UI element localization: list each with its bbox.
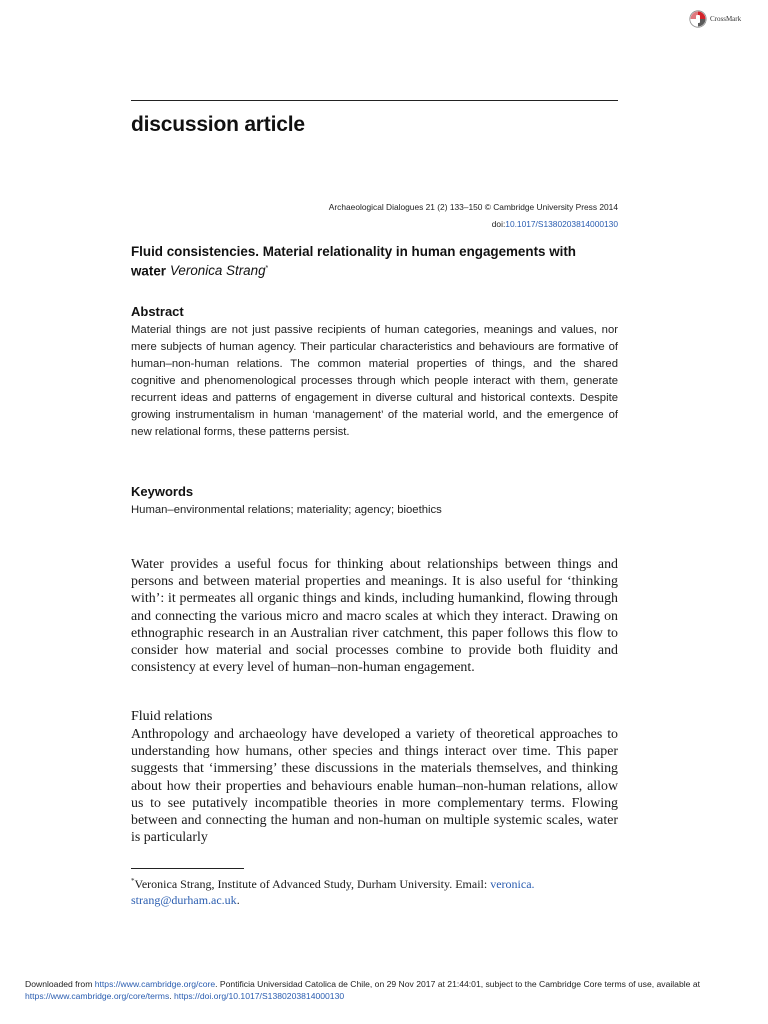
footnote-mark: * — [131, 877, 135, 885]
crossmark-icon — [689, 10, 707, 28]
email-link-part2[interactable]: strang@durham.ac.uk — [131, 893, 237, 907]
fluid-relations-paragraph: Anthropology and archaeology have developed a variety of theoretical approaches to understanding how humans, other species and things interact over time. This paper suggests that ‘immersing’ these discussions in the materials themselves, and thinking about how their properties and behaviours enable human–non-human relations, allow us to see putatively incompatible theories in more complementary terms. Flowing between and connecting the human and non-human on multiple systemic scales, water is particularly — [131, 727, 618, 846]
title-text: Fluid consistencies. Material relationality in human engagements with water — [131, 244, 576, 279]
header-rule — [131, 100, 618, 101]
terms-link[interactable]: https://www.cambridge.org/core/terms — [25, 991, 170, 1001]
download-sep: . — [169, 991, 175, 1001]
footnote-text: Veronica Strang, Institute of Advanced Study, Durham University. Email: — [134, 877, 491, 891]
abstract-text: Material things are not just passive recipients of human categories, meanings and values, nor mere subjects of human agency. Their particular characteristics and behaviours are formative of human–non-human relations. The common material properties of things, and the shared cognitive and phenomenological processes through which people interact with them, generate recurrent ideas and patterns of engagement in diverse cultural and historical contexts. Despite growing instrumentalism in human ‘management’ of the material world, and the emergence of new relational forms, these patterns persist. — [131, 324, 618, 438]
section-label: discussion article — [131, 113, 305, 136]
intro-paragraph: Water provides a useful focus for thinking about relationships between things and persons and between material properties and meanings. It is also useful for ‘thinking with’: it permeates all organic things and kinds, including humankind, flowing through and connecting the various micro and macro scales at which they interact. Drawing on ethnographic research in an Australian river catchment, this paper follows this flow to consider how material and social processes combine to provide both fluidity and consistency at every level of human–non-human engagement. — [131, 557, 618, 676]
doi-line — [492, 219, 618, 229]
keywords-text: Human–environmental relations; materiality; agency; bioethics — [131, 504, 442, 516]
footnote-rule — [131, 868, 244, 869]
email-link-part1[interactable]: veronica. — [490, 877, 535, 891]
keywords-heading: Keywords — [131, 484, 194, 499]
article-title — [131, 243, 621, 279]
doi-prefix: doi: — [491, 219, 506, 229]
doi-link[interactable]: 10.1017/S1380203814000130 — [505, 219, 618, 229]
download-prefix: Downloaded from — [25, 979, 95, 989]
download-middle: . Pontificia Universidad Catolica de Chile, on 29 Nov 2017 at 21:44:01, subject to the Cambridge Core terms of use, available at — [215, 979, 700, 989]
abstract-heading: Abstract — [131, 304, 184, 319]
crossmark-label: CrossMark — [710, 15, 742, 23]
section-heading-fluid-relations: Fluid relations — [131, 709, 213, 724]
author-footnote-mark[interactable]: * — [265, 265, 269, 272]
footnote — [131, 873, 621, 908]
cambridge-core-link[interactable]: https://www.cambridge.org/core — [94, 979, 216, 989]
author-name: Veronica Strang — [169, 263, 266, 279]
journal-citation: Archaeological Dialogues 21 (2) 133–150 © Cambridge University Press 2014 — [328, 202, 618, 212]
doi-url-link[interactable]: https://doi.org/10.1017/S1380203814000130 — [174, 991, 345, 1001]
download-note — [25, 978, 740, 1002]
crossmark-badge[interactable] — [689, 10, 741, 28]
footnote-end: . — [236, 893, 240, 907]
